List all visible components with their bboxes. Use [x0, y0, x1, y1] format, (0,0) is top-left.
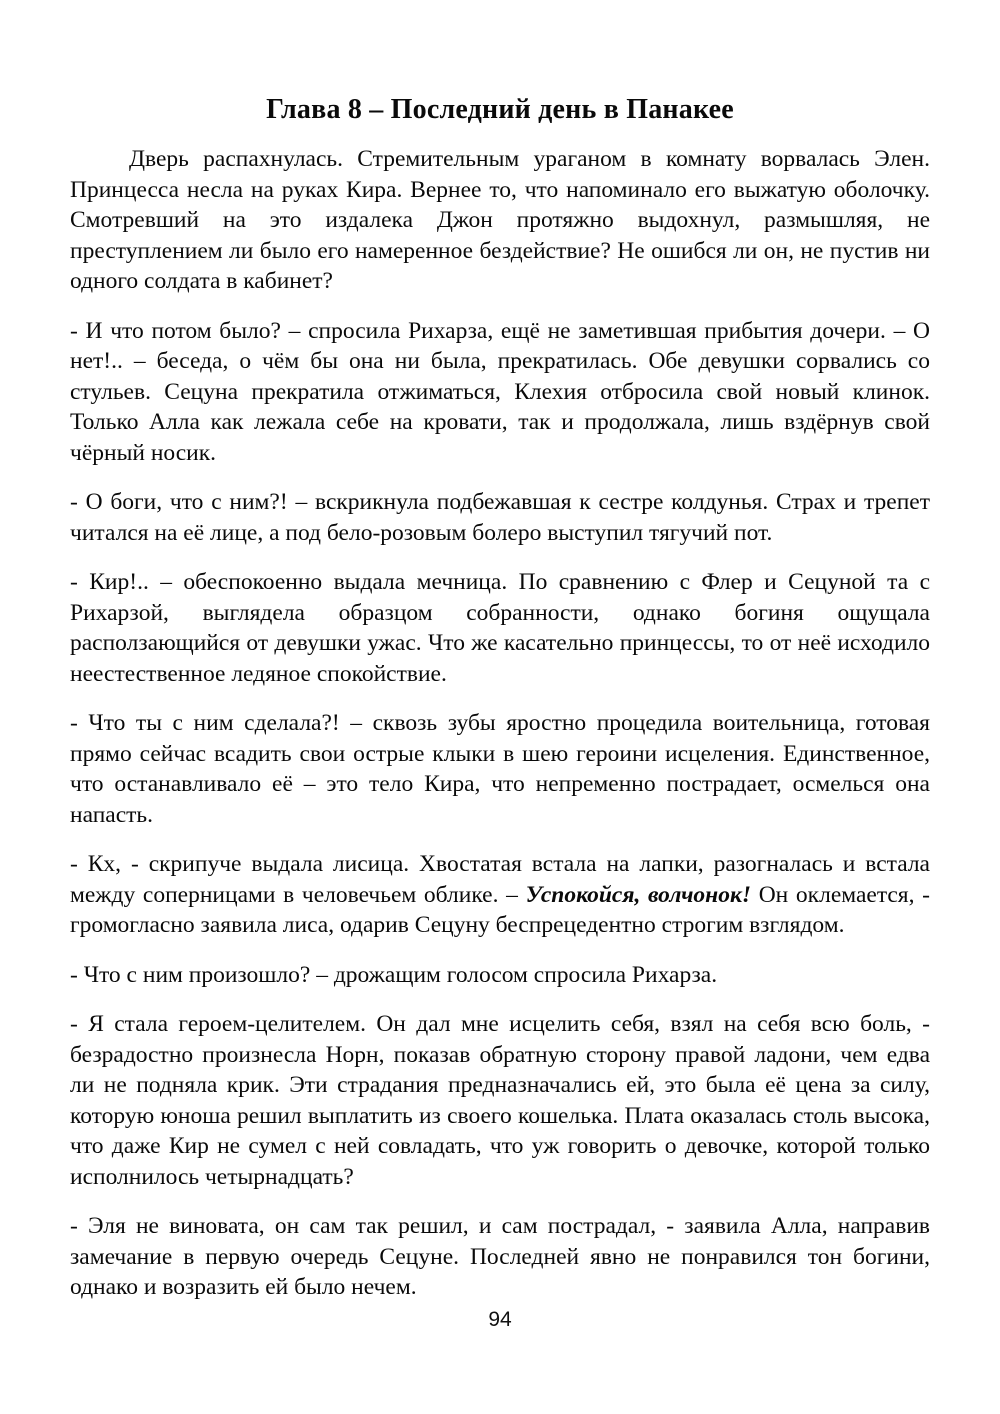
- paragraph-1: [70, 144, 930, 297]
- chapter-title: Глава 8 – Последний день в Панакее: [266, 94, 734, 125]
- body-text: Он оклемается, - громогласно заявила лиса, одарив Сецуну беспрецедентно строгим взглядом.: [70, 881, 930, 938]
- paragraph-2: [70, 316, 930, 469]
- body-text: - Я стала героем-целителем. Он дал мне исцелить себя, взял на себя всю боль, - безрадостно произнесла Норн, показав обратную сторону правой ладони, чем едва ли не подняла крик. Эти страдания предназначались ей, это была её цена за силу, которую юноша решил выплатить из своего кошелька. Плата оказалась столь высока, что даже Кир не сумел с ней совладать, что уж говорить о девочке, которой только исполнилось четырнадцать?: [70, 1011, 930, 1190]
- paragraph-8: [70, 1009, 930, 1192]
- body-text: - Кир!.. – обеспокоенно выдала мечница. По сравнению с Флер и Сецуной та с Рихарзой, выглядела образцом собранности, однако богиня ощущала расползающийся от девушки ужас. Что же касательно принцессы, то от неё исходило неестественное ледяное спокойствие.: [70, 569, 930, 687]
- text-body: [70, 144, 930, 1303]
- page-number: 94: [488, 1308, 512, 1331]
- body-text: Дверь распахнулась. Стремительным ураганом в комнату ворвалась Элен. Принцесса несла на руках Кира. Вернее то, что напоминало его выжатую оболочку. Смотревший на это издалека Джон протяжно выдохнул, размышляя, не преступлением ли было его намеренное бездействие? Не ошибся ли он, не пустив ни одного солдата в кабинет?: [70, 146, 930, 294]
- paragraph-4: [70, 567, 930, 689]
- paragraph-3: [70, 487, 930, 548]
- paragraph-5: [70, 708, 930, 830]
- body-text: - Кх, - скрипуче выдала лисица. Хвостатая встала на лапки, разогналась и встала между соперницами в человечьем облике. –: [70, 851, 930, 908]
- body-text: - Что ты с ним сделала?! – сквозь зубы яростно процедила воительница, готовая прямо сейчас всадить свои острые клыки в шею героини исцеления. Единственное, что останавливало её – это тело Кира, что непременно пострадает, осмелься она напасть.: [70, 710, 930, 828]
- paragraph-9: [70, 1211, 930, 1303]
- body-text: - Что с ним произошло? – дрожащим голосом спросила Рихарза.: [70, 961, 718, 988]
- paragraph-6: [70, 849, 930, 941]
- body-text: - И что потом было? – спросила Рихарза, ещё не заметившая прибытия дочери. – О нет!.. – беседа, о чём бы она ни была, прекратилась. Обе девушки сорвались со стульев. Сецуна прекратила отжиматься, Клехия отбросила свой новый клинок. Только Алла как лежала себе на кровати, так и продолжала, лишь вздёрнув свой чёрный носик.: [70, 317, 930, 466]
- body-text: - О боги, что с ним?! – вскрикнула подбежавшая к сестре колдунья. Страх и трепет читался на её лице, а под бело-розовым болеро выступил тягучий пот.: [70, 489, 930, 546]
- emphasis-text: Успокойся, волчонок!: [525, 881, 752, 908]
- body-text: - Эля не виновата, он сам так решил, и сам пострадал, - заявила Алла, направив замечание в первую очередь Сецуне. Последней явно не понравился тон богини, однако и возразить ей было нечем.: [70, 1213, 930, 1300]
- paragraph-7: [70, 960, 930, 991]
